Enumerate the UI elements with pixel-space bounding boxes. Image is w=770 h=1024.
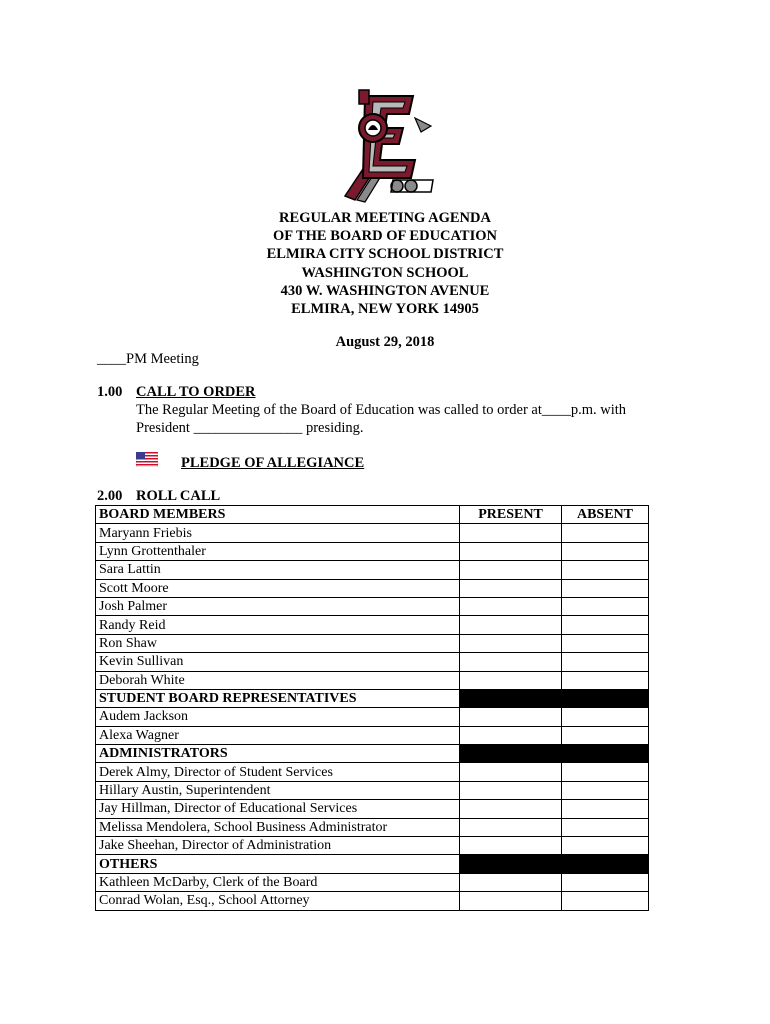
table-row (96, 542, 649, 560)
table-row (96, 855, 649, 873)
absent-cell[interactable] (562, 542, 649, 560)
present-cell[interactable] (460, 542, 562, 560)
member-name: Deborah White (96, 671, 460, 689)
table-row (96, 873, 649, 891)
absent-cell[interactable] (562, 524, 649, 542)
member-name: Hillary Austin, Superintendent (96, 781, 460, 799)
table-row (96, 689, 649, 707)
absent-cell[interactable] (562, 873, 649, 891)
member-name: Jake Sheehan, Director of Administration (96, 837, 460, 855)
present-cell[interactable] (460, 800, 562, 818)
absent-cell[interactable] (562, 579, 649, 597)
member-name: Audem Jackson (96, 708, 460, 726)
present-cell[interactable] (460, 781, 562, 799)
call-to-order-text-1: The Regular Meeting of the Board of Education was called to order at____p.m. with (136, 402, 627, 418)
member-name: Randy Reid (96, 616, 460, 634)
member-name: Scott Moore (96, 579, 460, 597)
member-name: Ron Shaw (96, 634, 460, 652)
us-flag-icon (136, 452, 158, 467)
member-name: Lynn Grottenthaler (96, 542, 460, 560)
blocked-cell (562, 689, 649, 707)
table-row (96, 745, 649, 763)
absent-cell[interactable] (562, 708, 649, 726)
roll-call-table (95, 505, 649, 911)
heading-line-1: REGULAR MEETING AGENDA (279, 210, 491, 226)
section-number-2: 2.00 (97, 488, 123, 504)
present-cell[interactable] (460, 892, 562, 910)
table-row (96, 763, 649, 781)
elmira-express-logo-icon (335, 88, 435, 203)
blocked-cell (460, 689, 562, 707)
member-name: Alexa Wagner (96, 726, 460, 744)
present-cell[interactable] (460, 561, 562, 579)
table-row (96, 616, 649, 634)
present-cell[interactable] (460, 524, 562, 542)
table-row (96, 634, 649, 652)
section-number-1: 1.00 (97, 384, 123, 400)
section-title-roll-call: ROLL CALL (136, 488, 221, 504)
member-name: Kevin Sullivan (96, 653, 460, 671)
blocked-cell (460, 745, 562, 763)
section-title-call-to-order: CALL TO ORDER (136, 384, 256, 400)
call-to-order-text-2: President _______________ presiding. (136, 420, 364, 436)
present-cell[interactable] (460, 726, 562, 744)
absent-cell[interactable] (562, 763, 649, 781)
table-row (96, 800, 649, 818)
present-cell[interactable] (460, 873, 562, 891)
member-name: Conrad Wolan, Esq., School Attorney (96, 892, 460, 910)
absent-cell[interactable] (562, 634, 649, 652)
blocked-cell (562, 855, 649, 873)
pledge-of-allegiance: PLEDGE OF ALLEGIANCE (181, 455, 365, 471)
present-cell[interactable] (460, 616, 562, 634)
table-row (96, 561, 649, 579)
pm-meeting-line: ____PM Meeting (97, 351, 199, 367)
present-cell[interactable] (460, 818, 562, 836)
present-cell[interactable] (460, 708, 562, 726)
group-header: BOARD MEMBERS (96, 506, 460, 524)
blocked-cell (562, 745, 649, 763)
absent-cell[interactable] (562, 892, 649, 910)
group-header: ADMINISTRATORS (96, 745, 460, 763)
present-cell[interactable] (460, 763, 562, 781)
absent-cell[interactable] (562, 726, 649, 744)
present-cell[interactable] (460, 634, 562, 652)
present-cell[interactable] (460, 671, 562, 689)
absent-cell[interactable] (562, 653, 649, 671)
heading-line-3: ELMIRA CITY SCHOOL DISTRICT (266, 246, 504, 263)
absent-column-header: ABSENT (562, 506, 649, 524)
member-name: Sara Lattin (96, 561, 460, 579)
member-name: Melissa Mendolera, School Business Administrator (96, 818, 460, 836)
absent-cell[interactable] (562, 837, 649, 855)
absent-cell[interactable] (562, 561, 649, 579)
heading-line-6: ELMIRA, NEW YORK 14905 (291, 301, 479, 318)
present-cell[interactable] (460, 597, 562, 615)
table-row (96, 781, 649, 799)
agenda-heading (0, 209, 770, 318)
table-row (96, 653, 649, 671)
absent-cell[interactable] (562, 616, 649, 634)
member-name: Maryann Friebis (96, 524, 460, 542)
present-cell[interactable] (460, 579, 562, 597)
absent-cell[interactable] (562, 671, 649, 689)
group-header: STUDENT BOARD REPRESENTATIVES (96, 689, 460, 707)
table-row (96, 726, 649, 744)
heading-line-4: WASHINGTON SCHOOL (301, 264, 469, 281)
absent-cell[interactable] (562, 800, 649, 818)
absent-cell[interactable] (562, 781, 649, 799)
member-name: Jay Hillman, Director of Educational Services (96, 800, 460, 818)
member-name: Kathleen McDarby, Clerk of the Board (96, 873, 460, 891)
present-column-header: PRESENT (460, 506, 562, 524)
member-name: Josh Palmer (96, 597, 460, 615)
meeting-date: August 29, 2018 (335, 334, 435, 350)
table-row (96, 818, 649, 836)
table-row (96, 671, 649, 689)
table-row (96, 708, 649, 726)
absent-cell[interactable] (562, 597, 649, 615)
table-row (96, 506, 649, 524)
blocked-cell (460, 855, 562, 873)
table-row (96, 524, 649, 542)
table-row (96, 837, 649, 855)
absent-cell[interactable] (562, 818, 649, 836)
heading-line-5: 430 W. WASHINGTON AVENUE (280, 282, 490, 299)
present-cell[interactable] (460, 653, 562, 671)
table-row (96, 892, 649, 910)
member-name: Derek Almy, Director of Student Services (96, 763, 460, 781)
present-cell[interactable] (460, 837, 562, 855)
table-row (96, 597, 649, 615)
group-header: OTHERS (96, 855, 460, 873)
heading-line-2: OF THE BOARD OF EDUCATION (273, 228, 497, 245)
table-row (96, 579, 649, 597)
